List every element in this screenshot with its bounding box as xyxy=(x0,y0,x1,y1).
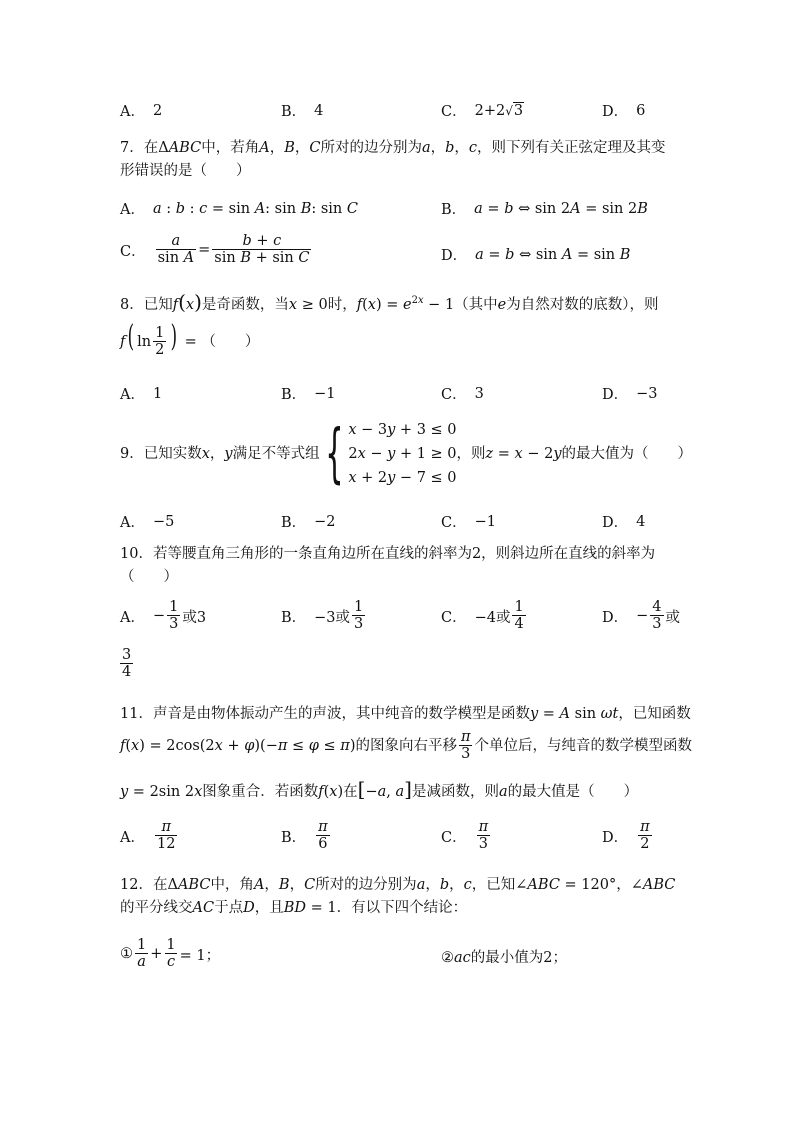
q11-option-d: D． $\frac{\pi}{2}$ xyxy=(602,819,650,853)
q11-stem-line1: 11．声音是由物体振动产生的声波，其中纯音的数学模型是函数y = A sin ωt，已知函数 xyxy=(120,706,691,722)
q8-stem-line1: 8．已知f(x)是奇函数，当x ≥ 0时，$f(x) = e^{2x} - 1$（其中e为自然对数的底数），则 xyxy=(120,290,659,314)
q9-ineq-2: 2x − y + 1 ≥ 0 xyxy=(348,446,457,462)
q6-option-b: B． 4 xyxy=(281,102,324,120)
q8-option-d: D． −3 xyxy=(602,385,658,403)
q7-option-c: C． $\frac{a}{\text{sin A}}$ = $\frac{b + c}{\text{sin B + sin C}}$ xyxy=(120,233,310,267)
q7-stem-line2: 形错误的是（ ） xyxy=(120,163,251,179)
q8-option-c: C． 3 xyxy=(441,385,484,403)
q7-stem-line1: 7．在ΔABC中，若角A，B，C所对的边分别为a，b，c，则下列有关正弦定理及其变 xyxy=(120,140,666,156)
q12-stem-line2: 的平分线交AC于点D，且BD = 1．有以下四个结论： xyxy=(120,900,468,916)
q11-option-a: A． $\frac{\pi}{12}$ xyxy=(120,819,176,853)
q7-option-b: B． a = b ⇔ sin 2A = sin 2B xyxy=(441,200,648,218)
q9-option-b: B． −2 xyxy=(281,513,336,531)
q11-option-b: B． $\frac{\pi}{6}$ xyxy=(281,819,328,853)
q9-options xyxy=(0,511,794,551)
q8-option-b: B． −1 xyxy=(281,385,336,403)
q12-conclusion-1: ① $\frac{1}{a}$ + $\frac{1}{c}$ = 1； xyxy=(120,937,221,971)
q8-option-a: A． 1 xyxy=(120,385,163,403)
q9-ineq-3: x + 2y − 7 ≤ 0 xyxy=(348,470,457,486)
q10-option-c: C． −4或 $\frac{1}{4}$ xyxy=(441,599,524,633)
q11-option-c: C． $\frac{\pi}{3}$ xyxy=(441,819,489,853)
q12-stem-line1: 12．在ΔABC中，角A，B，C所对的边分别为a，b，c，已知∠ABC = 120°，∠ABC xyxy=(120,877,676,893)
q9-option-c: C． −1 xyxy=(441,513,496,531)
q6-option-c: C． 2+2√3 xyxy=(441,102,524,120)
q9-stem: 9．已知实数x，y满足不等式组 { x − 3y + 3 ≤ 0 2x − y + 1 ≥ 0 x + 2y − 7 ≤ 0 ，则z = x − 2y的最大值为（ ） xyxy=(120,417,693,491)
q11-stem-line3: y = 2sin 2x图象重合．若函数f(x)在[−a, a]是减函数，则a的最大值是（ ） xyxy=(120,777,639,801)
q9-inequality-system: { x − 3y + 3 ≤ 0 2x − y + 1 ≥ 0 x + 2y − 7 ≤ 0 xyxy=(324,417,457,491)
q10-option-d: D． − $\frac{4}{3}$ 或 xyxy=(602,599,681,633)
q7-option-d: D． a = b ⇔ sin A = sin B xyxy=(441,246,631,264)
q6-options xyxy=(0,100,794,140)
q12-conclusion-2: ②ac的最小值为2； xyxy=(441,950,567,966)
q9-ineq-1: x − 3y + 3 ≤ 0 xyxy=(348,422,457,438)
q8-stem-line2: f( ln $\frac{1}{2}$ ) = （ ） xyxy=(120,319,260,358)
q8-options xyxy=(0,383,794,423)
q9-option-a: A． −5 xyxy=(120,513,175,531)
q6-option-d: D． 6 xyxy=(602,102,646,120)
q11-stem-line2: f(x) = 2cos(2x + φ)(−π ≤ φ ≤ π)的图象向右平移 $\frac{\pi}{3}$ 个单位后，与纯音的数学模型函数 xyxy=(120,729,693,763)
q7-option-a: A． a : b : c = sin A: sin B: sin C xyxy=(120,200,358,218)
q11-options xyxy=(0,820,794,866)
q10-stem-line2: （ ） xyxy=(120,569,178,585)
q10-stem-line1: 10．若等腰直角三角形的一条直角边所在直线的斜率为2，则斜边所在直线的斜率为 xyxy=(120,546,656,562)
q10-option-d-continued: $\frac{3}{4}$ xyxy=(122,647,132,681)
q9-option-d: D． 4 xyxy=(602,513,646,531)
q10-options xyxy=(0,600,794,646)
q10-option-b: B． −3或 $\frac{1}{3}$ xyxy=(281,599,364,633)
q12-conclusions xyxy=(0,938,794,984)
q10-option-a: A． − $\frac{1}{3}$ 或3 xyxy=(120,599,207,633)
q7-options-row2 xyxy=(0,232,794,276)
q6-option-a: A． 2 xyxy=(120,102,163,120)
